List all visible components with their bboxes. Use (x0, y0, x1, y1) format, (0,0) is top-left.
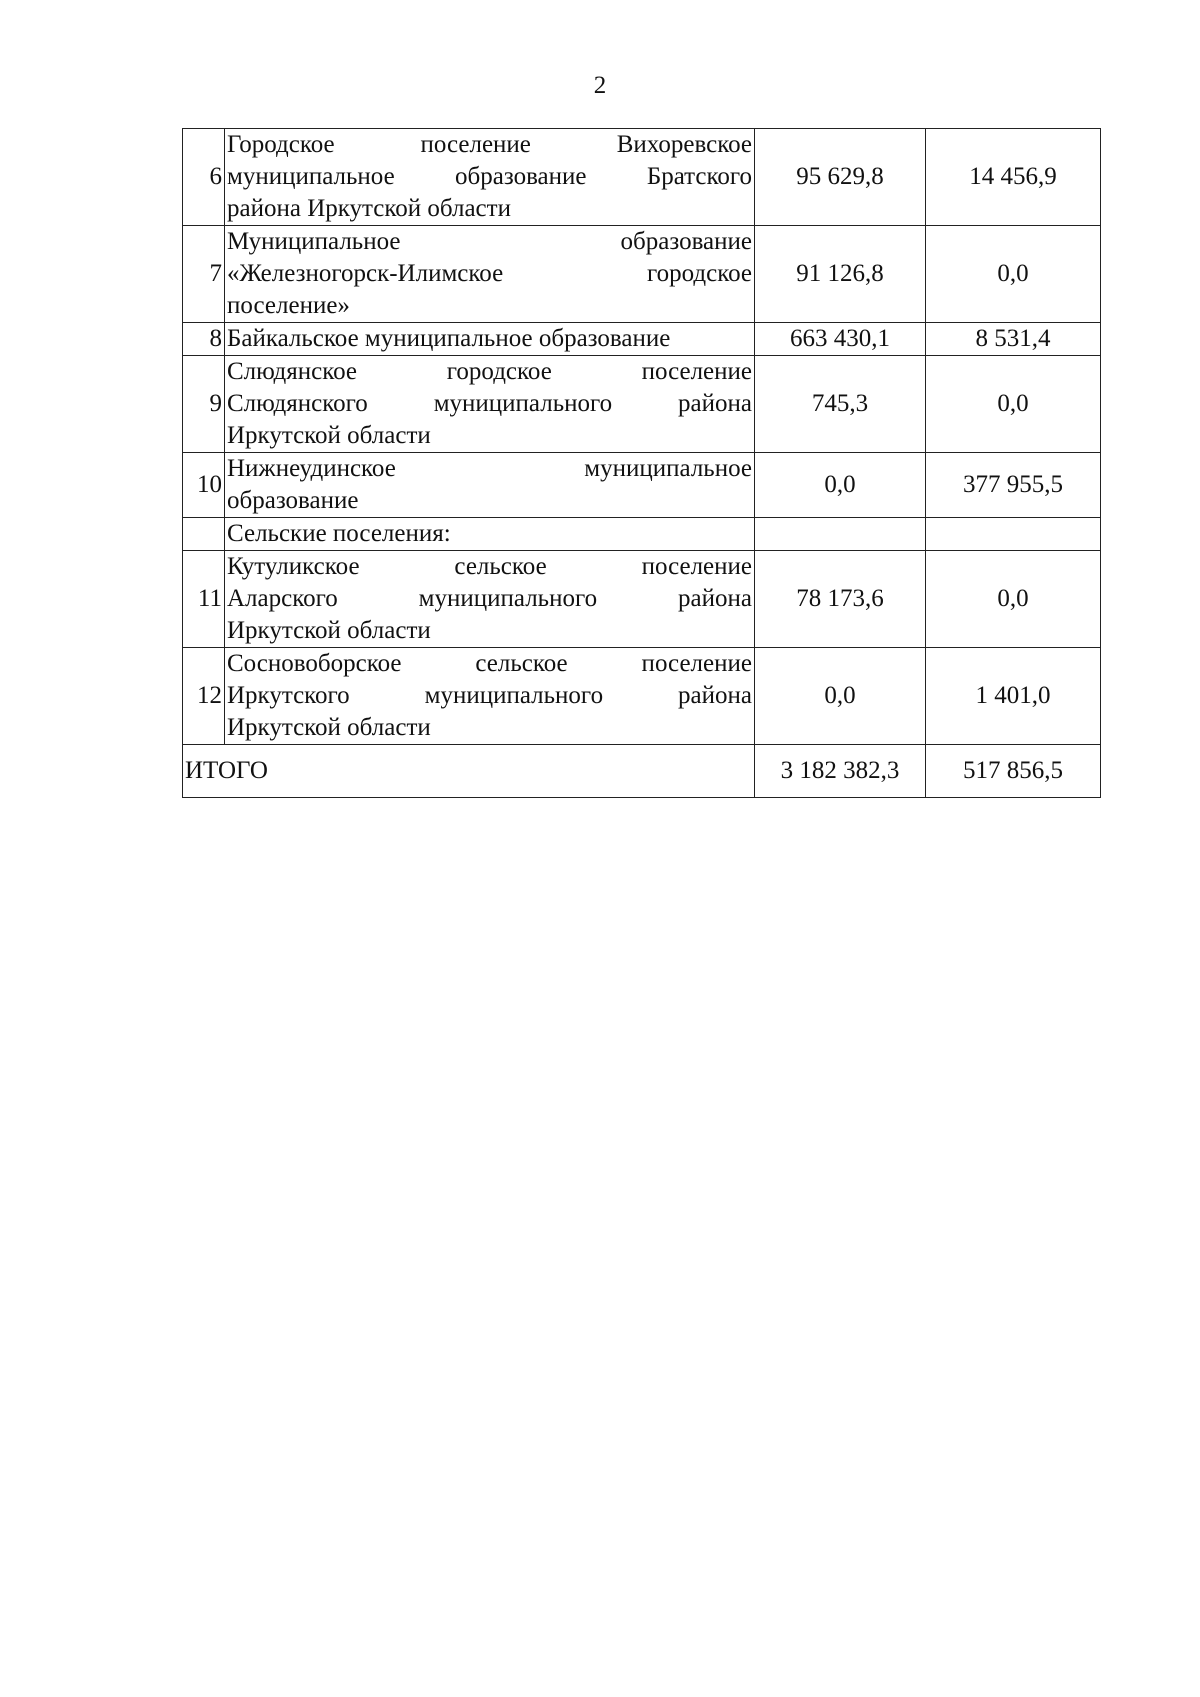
section-label (225, 518, 755, 551)
amount-cell: 8 531,4 (926, 323, 1101, 356)
name-line: муниципальное образование Братского (227, 163, 752, 190)
amount-cell: 91 126,8 (755, 226, 926, 323)
total-amount: 3 182 382,3 (755, 745, 926, 798)
row-number: 9 (183, 356, 225, 453)
name-line: Иркутской области (227, 422, 431, 449)
amount-cell: 0,0 (755, 453, 926, 518)
name-line: Слюдянского муниципального района (227, 390, 752, 417)
amount-cell (926, 518, 1101, 551)
name-line: Сельские поселения: (227, 520, 451, 547)
name-line: поселение» (227, 292, 350, 319)
table-row (183, 323, 1101, 356)
amount-cell: 0,0 (755, 648, 926, 745)
table-row (183, 648, 1101, 745)
amount-cell: 78 173,6 (755, 551, 926, 648)
settlement-name (225, 226, 755, 323)
amount-cell (755, 518, 926, 551)
amount-cell: 663 430,1 (755, 323, 926, 356)
row-number: 11 (183, 551, 225, 648)
amount-cell: 1 401,0 (926, 648, 1101, 745)
table-row (183, 226, 1101, 323)
settlement-name (225, 648, 755, 745)
amount-cell: 377 955,5 (926, 453, 1101, 518)
name-line: Байкальское муниципальное образование (227, 325, 671, 352)
total-label: ИТОГО (183, 745, 755, 798)
page-number: 2 (593, 72, 607, 99)
amount-cell: 0,0 (926, 226, 1101, 323)
row-number: 6 (183, 129, 225, 226)
row-number: 10 (183, 453, 225, 518)
name-line: «Железногорск-Илимское городское (227, 260, 752, 287)
row-number (183, 518, 225, 551)
name-line: Иркутской области (227, 617, 431, 644)
name-line: образование (227, 487, 359, 514)
row-number: 7 (183, 226, 225, 323)
name-line: Нижнеудинское муниципальное (227, 455, 752, 482)
name-line: Городское поселение Вихоревское (227, 131, 752, 158)
name-line: Иркутского муниципального района (227, 682, 752, 709)
table-row (183, 129, 1101, 226)
name-line: Муниципальное образование (227, 228, 752, 255)
settlement-name (225, 551, 755, 648)
table-row (183, 453, 1101, 518)
row-number: 8 (183, 323, 225, 356)
settlement-name (225, 129, 755, 226)
name-line: Аларского муниципального района (227, 585, 752, 612)
name-line: Слюдянское городское поселение (227, 358, 752, 385)
name-line: Сосновоборское сельское поселение (227, 650, 752, 677)
section-header-row (183, 518, 1101, 551)
amount-cell: 0,0 (926, 356, 1101, 453)
total-amount: 517 856,5 (926, 745, 1101, 798)
row-number: 12 (183, 648, 225, 745)
amount-cell: 14 456,9 (926, 129, 1101, 226)
amount-cell: 0,0 (926, 551, 1101, 648)
table-row (183, 356, 1101, 453)
allocation-table (182, 128, 1101, 798)
settlement-name (225, 453, 755, 518)
amount-cell: 745,3 (755, 356, 926, 453)
table-row (183, 551, 1101, 648)
settlement-name (225, 356, 755, 453)
name-line: Иркутской области (227, 714, 431, 741)
settlement-name (225, 323, 755, 356)
amount-cell: 95 629,8 (755, 129, 926, 226)
name-line: Кутуликское сельское поселение (227, 553, 752, 580)
total-row (183, 745, 1101, 798)
name-line: района Иркутской области (227, 195, 511, 222)
